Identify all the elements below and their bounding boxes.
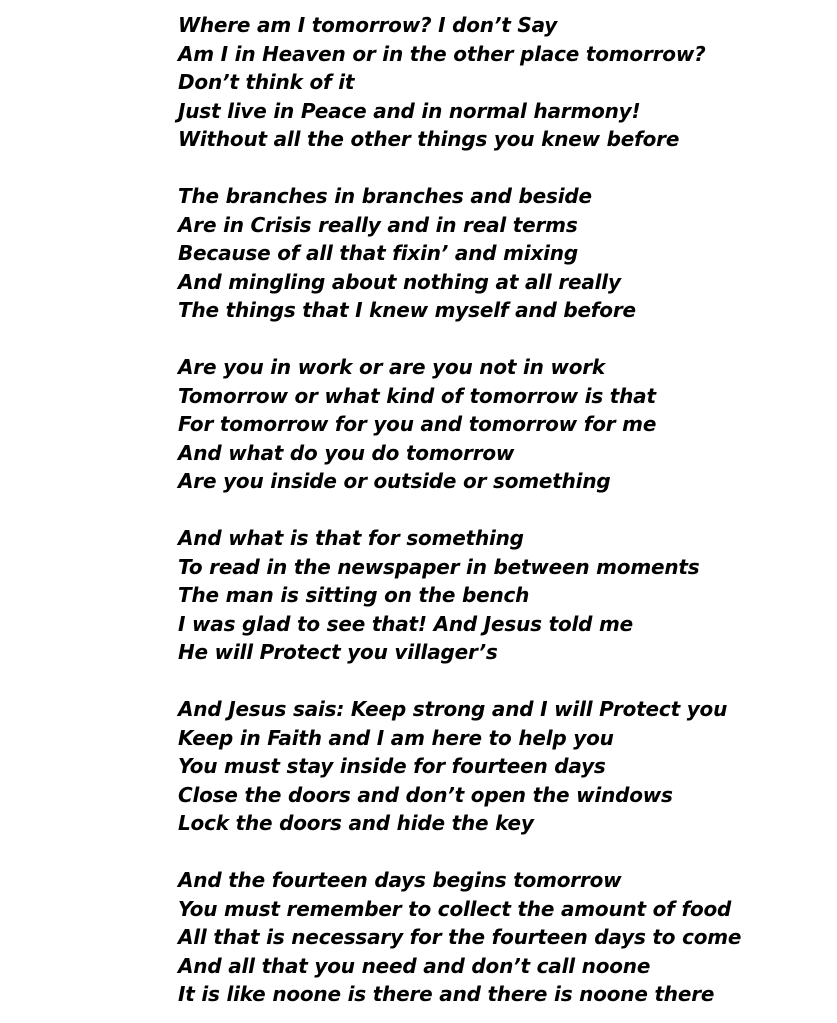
poem-line: Don’t think of it [178,70,355,94]
poem-line: And Jesus sais: Keep strong and I will Protect you [178,697,728,721]
poem-line: It is like noone is there and there is noone there [178,982,715,1006]
stanza-1 [178,11,818,154]
poem-line: Because of all that fixin’ and mixing [178,241,578,265]
poem-line: I was glad to see that! And Jesus told me [178,611,634,636]
poem-line: The things that I knew myself and before [178,298,636,322]
poem-line: To read in the newspaper in between moments [178,554,700,579]
poem-line: And all that you need and don’t call noone [178,953,651,978]
poem-line: Without all the other things you knew before [178,127,680,151]
poem-line: And what do you do tomorrow [178,440,515,465]
stanza-5 [178,695,818,838]
poem-line: Lock the doors and hide the key [178,811,534,835]
poem-line: Where am I tomorrow? I don’t Say [178,13,558,37]
stanza-3 [178,353,818,496]
poem-line: And the fourteen days begins tomorrow [178,868,622,892]
poem-line: You must remember to collect the amount of food [178,896,732,921]
poem-line: Am I in Heaven or in the other place tomorrow? [178,41,706,66]
poem-line: The branches in branches and beside [178,184,592,208]
stanza-2 [178,182,818,325]
poem-line: And what is that for something [178,526,524,550]
poem-line: Keep in Faith and I am here to help you [178,725,614,750]
poem-line: Close the doors and don’t open the windows [178,782,673,807]
poem-line: Tomorrow or what kind of tomorrow is that [178,383,656,408]
poem-line: You must stay inside for fourteen days [178,754,606,778]
poem-line: Are you in work or are you not in work [178,355,606,379]
stanza-4 [178,524,818,667]
poem-text [178,11,818,1009]
stanza-6 [178,866,818,1009]
poem-line: The man is sitting on the bench [178,583,530,607]
poem-line: And mingling about nothing at all really [178,269,621,294]
poem-line: All that is necessary for the fourteen days to come [178,925,742,949]
poem-line: He will Protect you villager’s [178,640,498,664]
poem-line: Just live in Peace and in normal harmony! [178,98,641,123]
poem-line: Are in Crisis really and in real terms [178,212,578,237]
poem-line: Are you inside or outside or something [178,469,611,493]
poem-line: For tomorrow for you and tomorrow for me [178,412,657,436]
